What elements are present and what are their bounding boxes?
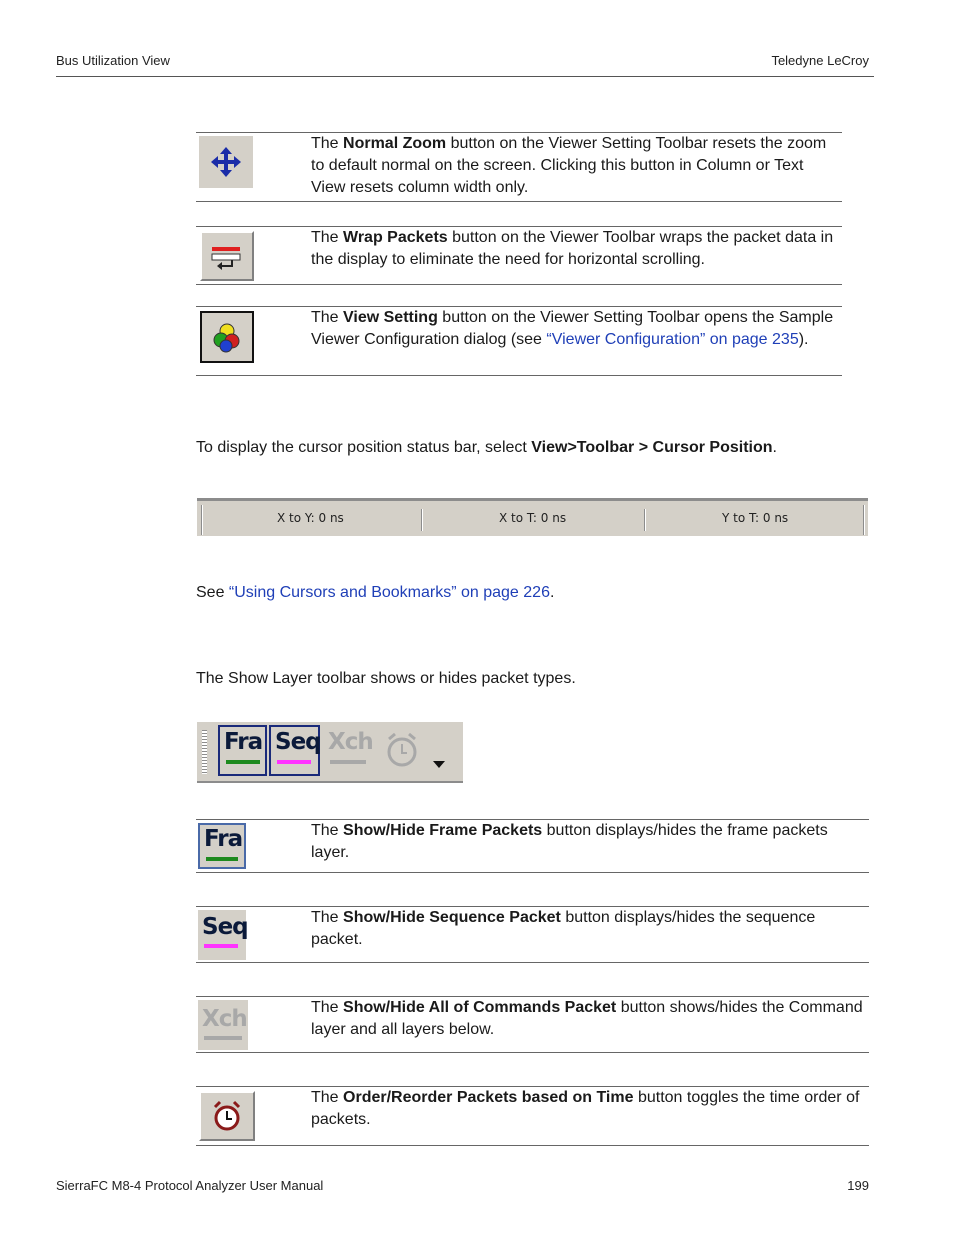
fra-toolbar-button[interactable]: Fra [218,725,267,776]
status-bar-end [863,505,865,535]
show-layer-paragraph: The Show Layer toolbar shows or hides packet types. [196,670,576,687]
xch-toolbar-button[interactable]: Xch [324,727,370,775]
reorder-packets-description: The Order/Reorder Packets based on Time button toggles the time order of packets. [311,1089,860,1128]
sequence-packet-description: The Show/Hide Sequence Packet button displays/hides the sequence packet. [311,909,816,948]
normal-zoom-icon [199,136,253,188]
page-number: 199 [847,1178,869,1193]
seq-icon: Seq [198,910,246,960]
show-layer-toolbar [197,721,463,783]
table-row-normal-zoom [196,132,842,202]
table-row-reorder-packets [196,1086,869,1146]
status-divider [421,509,423,531]
header-rule [56,76,874,77]
y-to-t-readout: Y to T: 0 ns [722,511,789,525]
status-divider [644,509,646,531]
table-row-wrap-packets [196,226,842,285]
page-header-right: Teledyne LeCroy [771,53,869,68]
frame-packets-description: The Show/Hide Frame Packets button displays/hides the frame packets layer. [311,822,828,861]
page-header-left: Bus Utilization View [56,53,170,68]
timer-icon [199,1091,255,1141]
seq-toolbar-button[interactable]: Seq [269,725,320,776]
cursor-position-status-bar [197,498,868,538]
table-row-commands-packet [196,996,869,1053]
table-row-sequence-packet [196,906,869,963]
normal-zoom-description: The Normal Zoom button on the Viewer Setting Toolbar resets the zoom to default normal on the screen. Clicking this button in Column or Text View resets column width only. [311,135,827,196]
view-setting-description: The View Setting button on the Viewer Setting Toolbar opens the Sample Viewer Configuration dialog (see “Viewer Configuration” on page 235). [311,309,834,348]
page-footer-title: SierraFC M8-4 Protocol Analyzer User Manual [56,1178,324,1193]
timer-toolbar-button[interactable] [384,730,420,775]
fra-icon: Fra [198,823,246,869]
wrap-packets-icon [200,231,254,281]
cursor-position-paragraph: To display the cursor position status bar, select View>Toolbar > Cursor Position. [196,439,777,456]
viewer-configuration-link[interactable]: “Viewer Configuration” on page 235 [546,331,799,348]
status-bar-grip [201,505,203,535]
x-to-y-readout: X to Y: 0 ns [277,511,344,525]
see-cursors-paragraph: See “Using Cursors and Bookmarks” on page 226. [196,584,555,601]
xch-icon: Xch [198,1000,248,1050]
using-cursors-link[interactable]: “Using Cursors and Bookmarks” on page 226 [228,584,550,601]
table-row-view-setting [196,306,842,376]
table-row-frame-packets [196,819,869,873]
x-to-t-readout: X to T: 0 ns [499,511,567,525]
commands-packet-description: The Show/Hide All of Commands Packet button shows/hides the Command layer and all layers below. [311,999,863,1038]
view-setting-icon [200,311,254,363]
toolbar-grip [202,730,207,774]
wrap-packets-description: The Wrap Packets button on the Viewer Toolbar wraps the packet data in the display to eliminate the need for horizontal scrolling. [311,229,834,268]
chevron-down-icon[interactable] [433,756,445,774]
